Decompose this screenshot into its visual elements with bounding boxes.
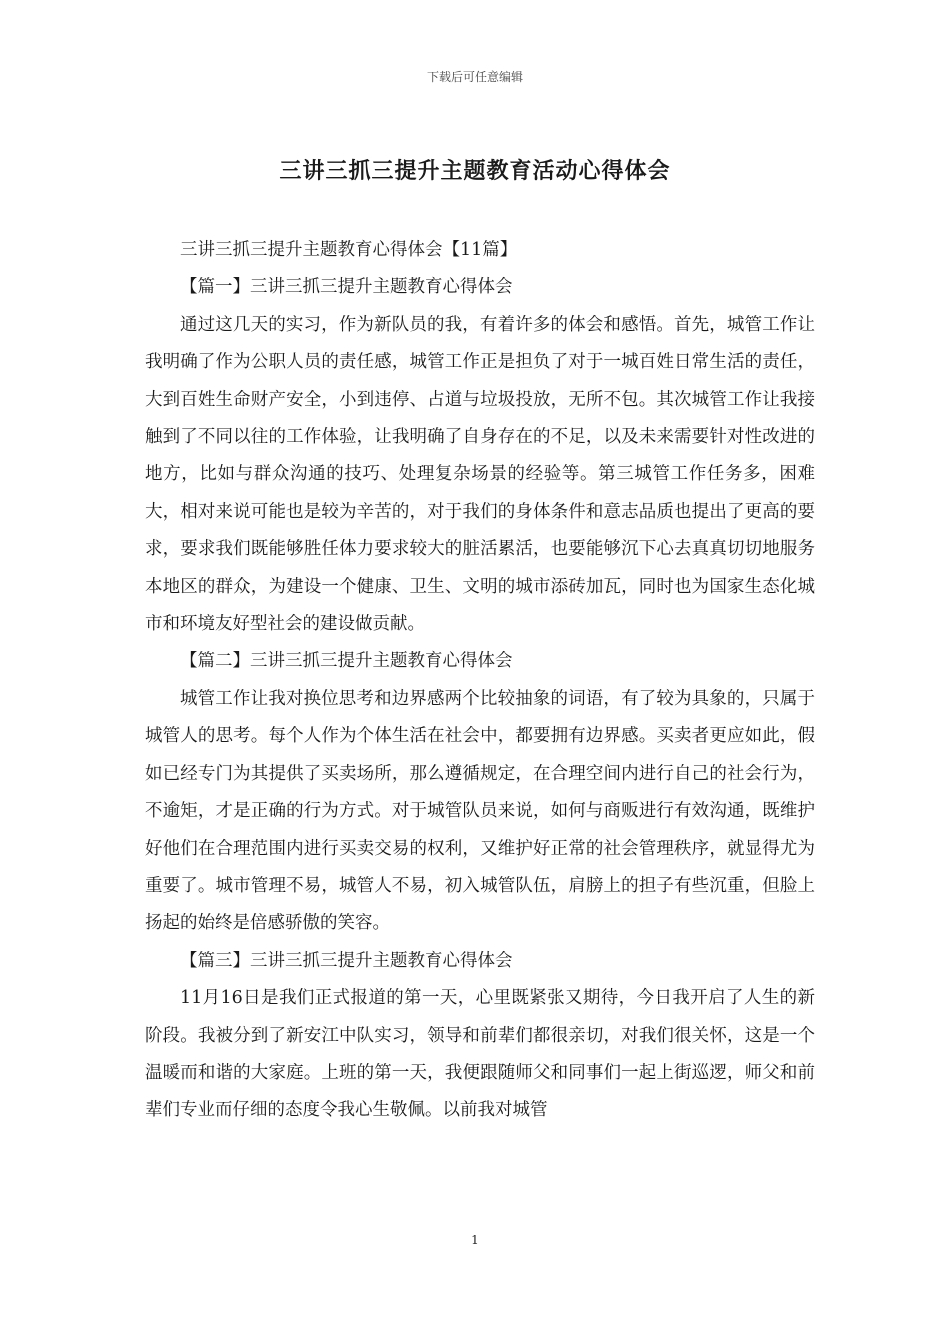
document-title: 三讲三抓三提升主题教育活动心得体会 bbox=[279, 158, 671, 184]
collection-heading: 三讲三抓三提升主题教育心得体会【11篇】 bbox=[180, 240, 518, 260]
section-heading-1: 【篇一】三讲三抓三提升主题教育心得体会 bbox=[180, 277, 513, 298]
document-body bbox=[145, 232, 815, 1130]
page-number: 1 bbox=[471, 1233, 479, 1247]
body-paragraph-1: 通过这几天的实习，作为新队员的我，有着许多的体会和感悟。首先，城管工作让我明确了作为公职人员的责任感，城管工作正是担负了对于一城百姓日常生活的责任，大到百姓生命财产安全，小到违停、占道与垃圾投放，无所不包。其次城管工作让我接触到了不同以往的工作体验，让我明确了自身存在的不足，以及未来需要针对性改进的地方，比如与群众沟通的技巧、处理复杂场景的经验等。第三城管工作任务多，困难大，相对来说可能也是较为辛苦的，对于我们的身体条件和意志品质也提出了更高的要求，要求我们既能够胜任体力要求较大的脏活累活，也要能够沉下心去真真切切地服务本地区的群众，为建设一个健康、卫生、文明的城市添砖加瓦，同时也为国家生态化城市和环境友好型社会的建设做贡献。 bbox=[145, 314, 815, 635]
body-paragraph-2: 城管工作让我对换位思考和边界感两个比较抽象的词语，有了较为具象的，只属于城管人的思考。每个人作为个体生活在社会中，都要拥有边界感。买卖者更应如此，假如已经专门为其提供了买卖场所，那么遵循规定，在合理空间内进行自己的社会行为，不逾矩，才是正确的行为方式。对于城管队员来说，如何与商贩进行有效沟通，既维护好他们在合理范围内进行买卖交易的权利，又维护好正常的社会管理秩序，就显得尤为重要了。城市管理不易，城管人不易，初入城管队伍，肩膀上的担子有些沉重，但脸上扬起的始终是倍感骄傲的笑容。 bbox=[145, 688, 815, 934]
body-paragraph-3: 11月16日是我们正式报道的第一天，心里既紧张又期待，今日我开启了人生的新阶段。我被分到了新安江中队实习，领导和前辈们都很亲切，对我们很关怀，这是一个温暖而和谐的大家庭。上班的第一天，我便跟随师父和同事们一起上街巡逻，师父和前辈们专业而仔细的态度令我心生敬佩。以前我对城管 bbox=[145, 988, 815, 1121]
page-header-note: 下载后可任意编辑 bbox=[426, 70, 523, 84]
section-heading-3: 【篇三】三讲三抓三提升主题教育心得体会 bbox=[180, 950, 513, 971]
section-heading-2: 【篇二】三讲三抓三提升主题教育心得体会 bbox=[180, 651, 513, 672]
